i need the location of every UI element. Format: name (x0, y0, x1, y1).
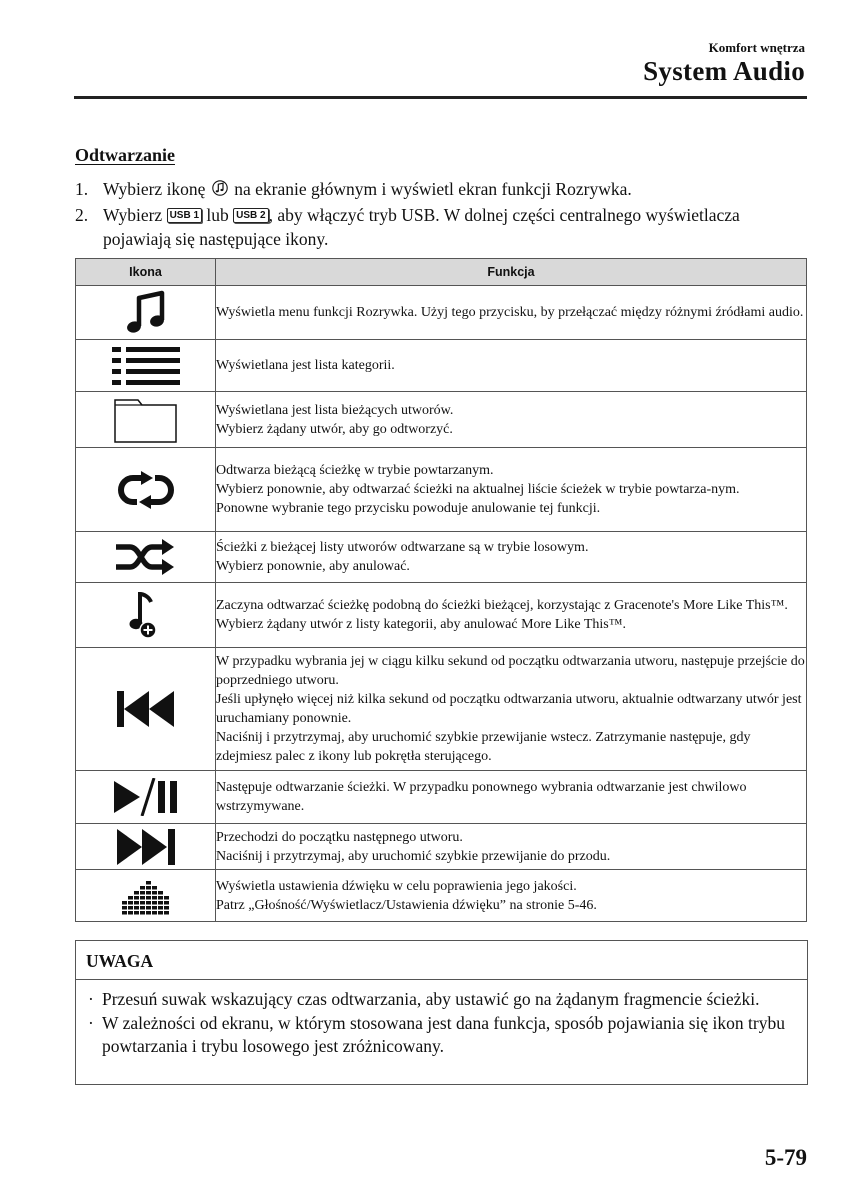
icon-cell (76, 648, 216, 771)
step-text (103, 203, 775, 251)
step-text-part: na ekranie głównym i wyświetl ekran funkcji Rozrywka. (234, 179, 632, 199)
description-line: Patrz „Głośność/Wyświetlacz/Ustawienia dźwięku” na stronie 5-46. (216, 897, 597, 913)
description-line: Wyświetla ustawienia dźwięku w celu poprawienia jego jakości. (216, 878, 577, 894)
page-number: 5-79 (764, 1145, 807, 1170)
function-description (216, 286, 807, 340)
description-line: Naciśnij i przytrzymaj, aby uruchomić szybkie przewijanie do przodu. (216, 848, 611, 864)
description-line: Przechodzi do początku następnego utworu. (216, 829, 463, 845)
description-line: Wybierz ponownie, aby odtwarzać ścieżki na aktualnej liście ścieżek w trybie powtarza-nym. (216, 482, 740, 497)
description-line: Wyświetla menu funkcji Rozrywka. Użyj tego przycisku, by przełączać między różnymi źródłami audio. (216, 305, 804, 320)
table-row (76, 286, 807, 340)
table-row (76, 340, 807, 392)
table-row (76, 448, 807, 532)
icon-cell (76, 771, 216, 824)
note-text: W zależności od ekranu, w którym stosowana jest dana funkcja, sposób pojawiania się ikon trybu powtarzania i trybu losowego jest zróżnicowany. (102, 1012, 785, 1056)
function-description (216, 648, 807, 771)
table-row (76, 532, 807, 583)
note-item (88, 988, 797, 1012)
step-text-part: Wybierz ikonę (103, 179, 206, 199)
description-line: W przypadku wybrania jej w ciągu kilku sekund od początku odtwarzania utworu, następuje przejście do poprzedniego utworu. (216, 654, 805, 688)
function-description (216, 448, 807, 532)
more-like-this-icon (76, 590, 215, 640)
description-line: Następuje odtwarzanie ścieżki. W przypadku ponownego wybrania odtwarzanie jest chwilowo wstrzymywane. (216, 780, 747, 814)
repeat-icon (76, 471, 215, 509)
note-list (76, 980, 807, 1059)
icon-cell (76, 870, 216, 922)
function-description (216, 870, 807, 922)
column-header-function: Funkcja (216, 259, 807, 286)
step-text (103, 177, 775, 203)
page-title: System Audio (643, 56, 805, 86)
icon-function-table (75, 258, 807, 922)
description-line: Ścieżki z bieżącej listy utworów odtwarzane są w trybie losowym. (216, 540, 589, 555)
description-line: Ponowne wybranie tego przycisku powoduje anulowanie tej funkcji. (216, 501, 601, 516)
function-description (216, 583, 807, 648)
function-description (216, 392, 807, 448)
step-number: 2. (75, 205, 89, 225)
previous-track-icon (76, 691, 215, 727)
icon-cell (76, 532, 216, 583)
step-item (75, 177, 775, 203)
section-heading: Odtwarzanie (75, 145, 175, 165)
music-note-icon (212, 179, 228, 203)
table-row (76, 648, 807, 771)
usb1-button: USB 1 (167, 208, 202, 223)
header-divider (74, 96, 807, 99)
description-line: Naciśnij i przytrzymaj, aby uruchomić szybkie przewijanie wstecz. Zatrzymanie następuje, gdy zdejmiesz palec z ikony lub pokrętła sterującego. (216, 730, 751, 764)
section-title: Komfort wnętrza (708, 40, 805, 55)
table-row (76, 771, 807, 824)
bullet: · (88, 989, 94, 1009)
icon-cell (76, 583, 216, 648)
step-item (75, 203, 775, 251)
description-line: Odtwarza bieżącą ścieżkę w trybie powtarzanym. (216, 463, 494, 478)
description-line: Wybierz ponownie, aby anulować. (216, 559, 410, 574)
list-icon (76, 347, 215, 385)
shuffle-icon (76, 539, 215, 575)
table-row (76, 870, 807, 922)
note-item (88, 1012, 797, 1059)
bullet: · (88, 1012, 94, 1033)
function-description (216, 824, 807, 870)
function-description (216, 340, 807, 392)
description-line: Wyświetlana jest lista bieżących utworów. (216, 402, 454, 418)
usb2-button: USB 2 (233, 208, 268, 223)
table-row (76, 583, 807, 648)
step-text-part: , aby włączyć tryb USB. W dolnej części centralnego wyświetlacza pojawiają się następujące ikony. (103, 205, 740, 249)
equalizer-icon (76, 876, 215, 916)
description-line: Zaczyna odtwarzać ścieżkę podobną do ścieżki bieżącej, korzystając z Gracenote's More Like This™. (216, 598, 788, 613)
column-header-icon: Ikona (76, 259, 216, 286)
steps-list (75, 177, 775, 251)
music-note-icon (76, 290, 215, 336)
icon-cell (76, 824, 216, 870)
icon-cell (76, 448, 216, 532)
folder-icon (76, 396, 215, 444)
table-row (76, 824, 807, 870)
description-line: Wyświetlana jest lista kategorii. (216, 358, 395, 373)
table-header-row (76, 259, 807, 286)
table-row (76, 392, 807, 448)
description-line: Wybierz żądany utwór, aby go odtworzyć. (216, 421, 453, 437)
icon-cell (76, 340, 216, 392)
icon-cell (76, 286, 216, 340)
function-description (216, 532, 807, 583)
step-text-part: Wybierz (103, 205, 163, 225)
play-pause-icon (76, 778, 215, 816)
description-line: Wybierz żądany utwór z listy kategorii, aby anulować More Like This™. (216, 617, 626, 632)
note-title: UWAGA (76, 941, 807, 980)
note-box (75, 940, 808, 1085)
step-text-part: lub (206, 205, 229, 225)
icon-cell (76, 392, 216, 448)
next-track-icon (76, 829, 215, 865)
description-line: Jeśli upłynęło więcej niż kilka sekund od początku odtwarzania utworu, aktualnie odtwarzany utwór jest uruchamiany ponownie. (216, 692, 802, 726)
function-description (216, 771, 807, 824)
step-number: 1. (75, 179, 89, 199)
note-text: Przesuń suwak wskazujący czas odtwarzania, aby ustawić go na żądanym fragmencie ścieżki. (102, 989, 760, 1009)
